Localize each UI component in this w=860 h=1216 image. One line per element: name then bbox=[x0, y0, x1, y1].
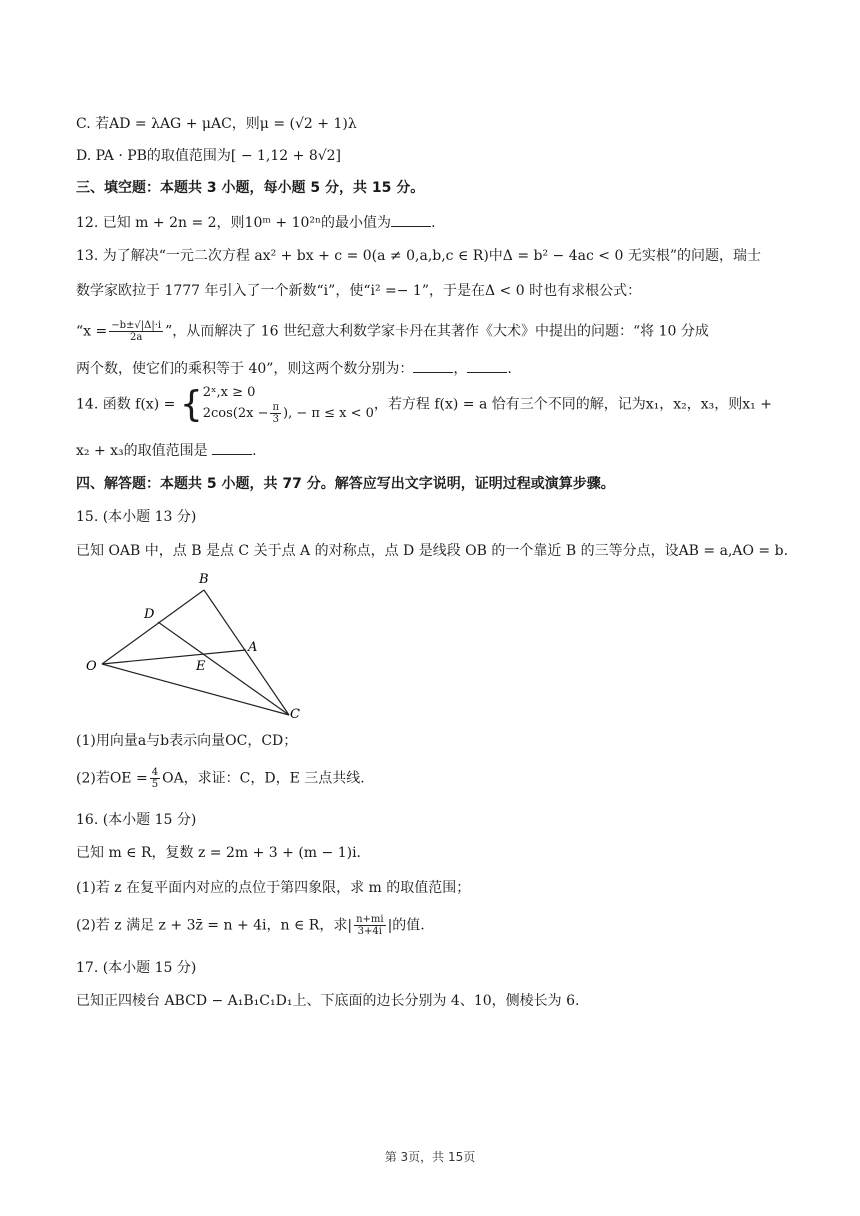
answer-blank bbox=[391, 212, 431, 227]
answer-blank bbox=[212, 440, 252, 455]
answer-blank-2 bbox=[467, 358, 507, 373]
point-o-label: O bbox=[86, 659, 97, 674]
page-footer: 第 3页，共 15页 bbox=[384, 1150, 476, 1164]
question-13-line-1: 13. 为了解决“一元二次方程 ax² + bx + c = 0(a ≠ 0,a,b,c ∈ R)中Δ = b² − 4ac < 0 无实根”的问题，瑞士 bbox=[76, 248, 761, 264]
segment-dc bbox=[158, 622, 289, 715]
point-c-label: C bbox=[290, 707, 300, 722]
question-15-part-2 bbox=[76, 767, 365, 790]
question-15-stem: 已知 OAB 中，点 B 是点 C 关于点 A 的对称点，点 D 是线段 OB 的一个靠近 B 的三等分点，设AB = a,AO = b. bbox=[76, 543, 789, 559]
fraction-denominator: 3+4i bbox=[357, 926, 382, 937]
question-13-line-4-text: 两个数，使它们的乘积等于 40”，则这两个数分别为： bbox=[76, 361, 414, 377]
question-16-part-2 bbox=[76, 914, 425, 937]
question-16-title: 16. (本小题 15 分) bbox=[76, 812, 197, 828]
case-2-a: 2cos(2x − bbox=[202, 406, 269, 421]
pi-over-3 bbox=[270, 402, 281, 425]
question-13-end: . bbox=[507, 361, 512, 377]
question-14-end: . bbox=[252, 443, 257, 459]
question-16-part-2-b: |的值. bbox=[387, 917, 425, 934]
section-3-heading: 三、填空题：本题共 3 小题，每小题 5 分，共 15 分。 bbox=[76, 180, 425, 196]
question-13-line-2: 数学家欧拉于 1777 年引入了一个新数“i”，使“i² =− 1”，于是在Δ < 0 时也有求根公式： bbox=[76, 283, 642, 299]
question-15-part-2-b: OA，求证：C，D，E 三点共线. bbox=[162, 770, 365, 787]
quadratic-formula-fraction bbox=[109, 320, 163, 343]
formula-prefix: “x = bbox=[76, 323, 108, 340]
fraction-numerator: n+mi bbox=[356, 914, 384, 925]
piecewise-function bbox=[180, 384, 374, 425]
case-2 bbox=[203, 402, 374, 425]
question-15-part-1: (1)用向量a与b表示向量OC，CD； bbox=[76, 733, 298, 749]
question-16-stem: 已知 m ∈ R，复数 z = 2m + 3 + (m − 1)i. bbox=[76, 845, 362, 861]
question-14-suffix: ，若方程 f(x) = a 恰有三个不同的解，记为x₁，x₂，x₃，则x₁ + bbox=[373, 396, 772, 413]
question-16-part-2-a: (2)若 z 满足 z + 3z̄ = n + 4i，n ∈ R，求| bbox=[76, 917, 353, 934]
separator: ， bbox=[453, 361, 468, 377]
question-12-text: 12. 已知 m + 2n = 2，则10ᵐ + 10²ⁿ的最小值为 bbox=[76, 215, 392, 231]
question-12 bbox=[76, 212, 436, 233]
triangle-figure bbox=[84, 570, 314, 725]
question-17-stem: 已知正四棱台 ABCD − A₁B₁C₁D₁上、下底面的边长分别为 4、10，侧棱长为 6. bbox=[76, 993, 580, 1009]
section-4-heading: 四、解答题：本题共 5 小题，共 77 分。解答应写出文字说明，证明过程或演算步骤。 bbox=[76, 476, 615, 492]
question-15-title: 15. (本小题 13 分) bbox=[76, 509, 197, 525]
segment-ob bbox=[102, 590, 204, 664]
option-d: D. PA · PB的取值范围为[ − 1,12 + 8√2] bbox=[76, 148, 342, 164]
question-13-line-4 bbox=[76, 358, 512, 379]
question-17-title: 17. (本小题 15 分) bbox=[76, 960, 197, 976]
fraction-denominator: 2a bbox=[130, 332, 143, 343]
segment-oa bbox=[102, 650, 246, 664]
fraction-numerator: π bbox=[272, 402, 280, 413]
question-15-part-2-a: (2)若OE = bbox=[76, 770, 148, 787]
point-a-label: A bbox=[248, 640, 258, 655]
fraction-numerator: 4 bbox=[151, 767, 159, 778]
case-1: 2ˣ,x ≥ 0 bbox=[202, 385, 256, 400]
option-c: C. 若AD = λAG + μAC，则μ = (√2 + 1)λ bbox=[76, 116, 357, 132]
question-16-part-1: (1)若 z 在复平面内对应的点位于第四象限，求 m 的取值范围； bbox=[76, 880, 471, 896]
four-fifths bbox=[150, 767, 160, 790]
question-14-line-2 bbox=[76, 440, 257, 461]
complex-fraction bbox=[354, 914, 386, 937]
formula-suffix: ”，从而解决了 16 世纪意大利数学家卡丹在其著作《大术》中提出的问题：“将 10 分成 bbox=[165, 323, 709, 340]
question-12-end: . bbox=[431, 215, 436, 231]
point-b-label: B bbox=[199, 572, 209, 587]
fraction-denominator: 5 bbox=[151, 779, 159, 790]
point-e-label: E bbox=[196, 659, 206, 674]
fraction-numerator: −b±√|Δ|·i bbox=[111, 320, 162, 331]
question-14-line-2-text: x₂ + x₃的取值范围是 bbox=[76, 443, 208, 459]
brace-icon: { bbox=[179, 383, 203, 425]
function-prefix: 14. 函数 f(x) = bbox=[76, 396, 176, 413]
case-2-b: ), − π ≤ x < 0 bbox=[283, 406, 374, 421]
fraction-denominator: 3 bbox=[272, 414, 279, 425]
point-d-label: D bbox=[144, 607, 155, 622]
question-14-line-1 bbox=[76, 384, 772, 425]
answer-blank-1 bbox=[413, 358, 453, 373]
question-13-line-3 bbox=[76, 320, 709, 343]
